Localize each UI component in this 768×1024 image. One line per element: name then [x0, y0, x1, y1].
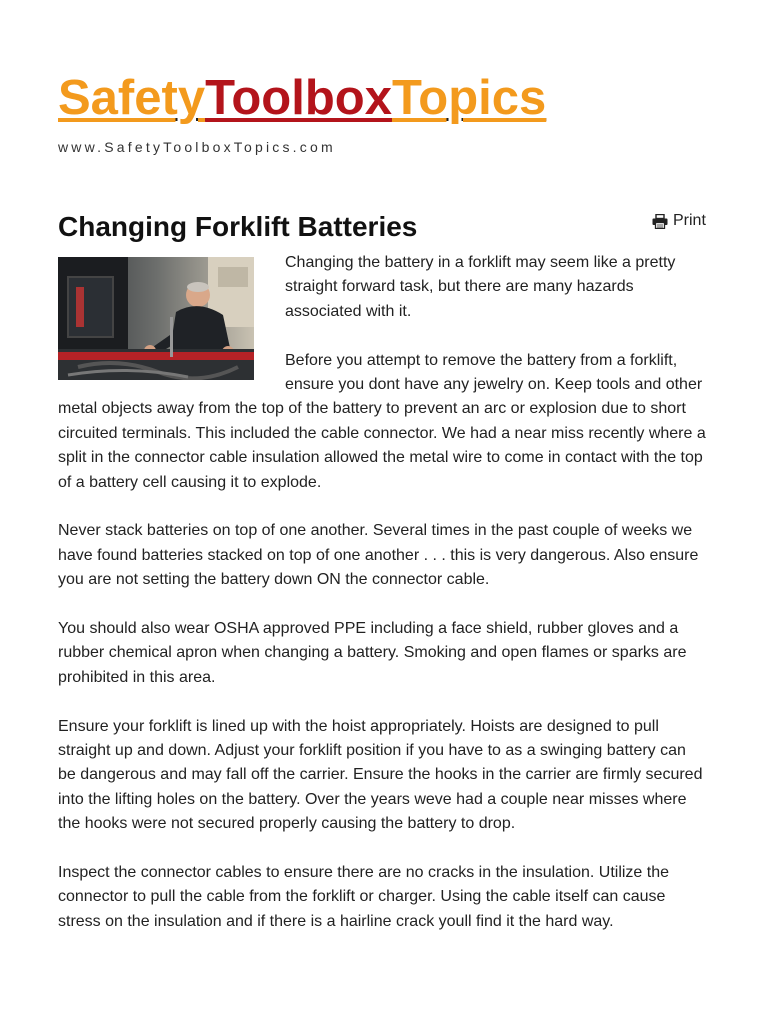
logo-word-safety: Safety [58, 71, 206, 125]
paragraph-3: Never stack batteries on top of one another. Several times in the past couple of weeks we have found batteries stacked on top of one another . . . this is very dangerous. Also ensure you are not setting the battery down ON the connector cable. [58, 522, 699, 589]
print-label: Print [673, 212, 706, 229]
print-button[interactable] [652, 212, 706, 230]
site-url[interactable]: www.SafetyToolboxTopics.com [58, 139, 336, 155]
paragraph-1: Changing the battery in a forklift may seem like a pretty straight forward task, but there are many hazards associated with it. [285, 254, 676, 320]
printer-icon [652, 214, 668, 229]
logo-word-toolbox: Toolbox [205, 71, 392, 125]
paragraph-2: Before you attempt to remove the battery from a forklift, ensure you dont have any jewelry on. Keep tools and other metal objects away from the top of the battery to prevent an arc or explosion due to short circuited terminals. This included the cable connector. We had a near miss recently where a split in the connector cable insulation allowed the metal wire to come in contact with the top of a battery cell causing it to explode. [58, 351, 706, 491]
site-logo[interactable] [58, 68, 546, 128]
paragraph-5: Ensure your forklift is lined up with the hoist appropriately. Hoists are designed to pull straight up and down. Adjust your forklift position if you have to as a swinging battery can be dangerous and may fall off the carrier. Ensure the hooks in the carrier are firmly secured into the lifting holes on the battery. Over the years weve had a couple near misses where the hooks were not secured properly causing the battery to drop. [58, 717, 703, 833]
article-body [58, 251, 708, 959]
paragraph-4: You should also wear OSHA approved PPE including a face shield, rubber gloves and a rubber chemical apron when changing a battery. Smoking and open flames or sparks are prohibited in this area. [58, 620, 687, 686]
paragraph-6: Inspect the connector cables to ensure there are no cracks in the insulation. Utilize the connector to pull the cable from the forklift or charger. Using the cable itself can cause stress on the insulation and if there is a hairline crack youll find it the hard way. [58, 864, 670, 930]
image-spacer [58, 251, 285, 382]
logo-word-topics: Topics [391, 71, 547, 125]
article-title: Changing Forklift Batteries [58, 211, 418, 242]
